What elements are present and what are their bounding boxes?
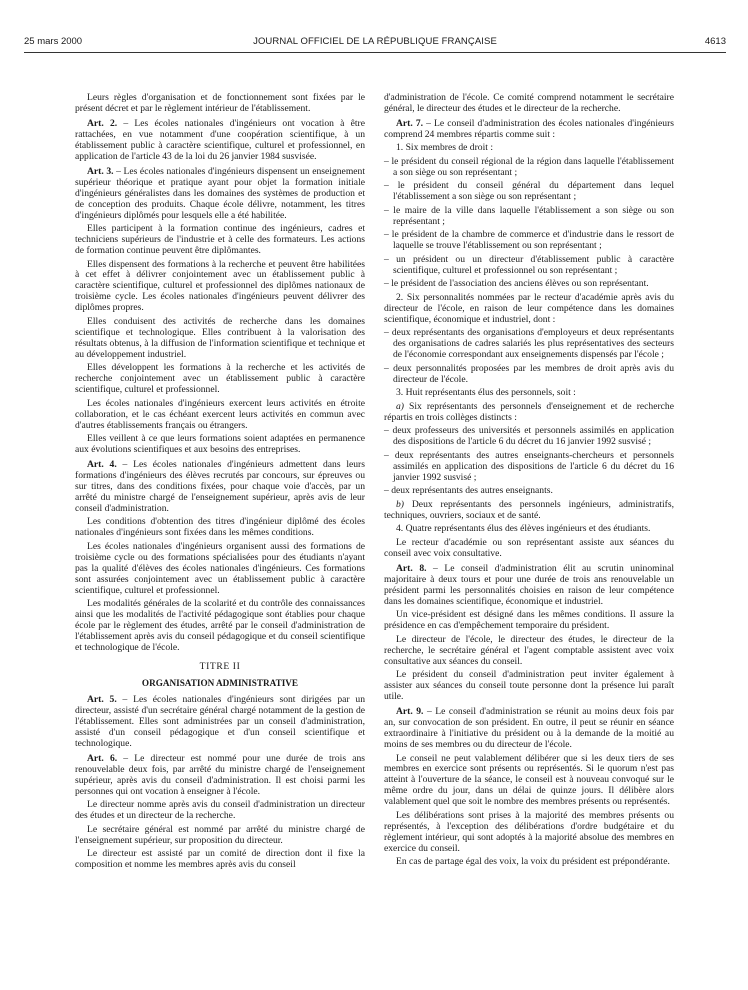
list-heading: 4. Quatre représentants élus des élèves ingénieurs et des étudiants. bbox=[396, 523, 651, 535]
paragraph: En cas de partage égal des voix, la voix du président est prépondérante. bbox=[396, 856, 670, 868]
paragraph: Les délibérations sont prises à la majorité des membres présents ou représentés, à l'exception des délibérations d'ordre budgétaire et du règlement intérieur, qui sont adoptés à la majorité absolue des membres en exercice du conseil. bbox=[384, 809, 674, 854]
article-2 bbox=[75, 119, 365, 163]
paragraph: Leurs règles d'organisation et de fonctionnement sont fixées par le présent décret et par le règlement intérieur de l'établissement. bbox=[75, 92, 365, 114]
paragraph: Les conditions d'obtention des titres d'ingénieur diplômé des écoles nationales d'ingénieurs sont fixées dans les mêmes conditions. bbox=[75, 516, 365, 539]
article-label: Art. 8. bbox=[396, 562, 427, 574]
list-item: – le président du conseil général du département dans lequel l'établissement a son siège ou son représentant ; bbox=[384, 180, 674, 203]
paragraph: Les écoles nationales d'ingénieurs organisent aussi des formations de troisième cycle ou des formations spécialisées pour des étudiants n'ayant pas la qualité d'élèves des écoles nationales d'ingénieurs. Ces formations sont assurées conjointement avec un établissement public à caractère scientifique, culturel et professionnel. bbox=[75, 540, 365, 596]
issue-date: 25 mars 2000 bbox=[24, 36, 83, 47]
article-8 bbox=[384, 564, 674, 608]
list-item: – deux représentants des autres enseignants. bbox=[384, 485, 553, 497]
paragraph: d'administration de l'école. Ce comité comprend notamment le secrétaire général, le directeur des études et le directeur de la recherche. bbox=[384, 92, 674, 114]
list-heading: 2. Six personnalités nommées par le recteur d'académie après avis du directeur de l'école, en raison de leur compétence dans les domaines scientifique, économique et industriel, dont : bbox=[384, 292, 674, 325]
sublist-heading-b bbox=[384, 500, 674, 522]
list-item: – deux représentants des organisations d'employeurs et deux représentants des organisations de cadres salariés les plus représentatives des secteurs de l'économie correspondant aux enseignements dispensés par l'école ; bbox=[384, 327, 674, 361]
article-4 bbox=[75, 460, 365, 515]
list-item: – le président de l'association des anciens élèves ou son représentant. bbox=[384, 278, 649, 290]
journal-title: JOURNAL OFFICIEL DE LA RÉPUBLIQUE FRANÇAISE bbox=[253, 36, 497, 47]
article-label: Art. 4. bbox=[87, 459, 117, 471]
paragraph: Le recteur d'académie ou son représentant assiste aux séances du conseil avec voix consultative. bbox=[384, 537, 674, 559]
list-marker: a) bbox=[396, 400, 404, 412]
sublist-heading-a bbox=[384, 402, 674, 424]
article-text: – Les écoles nationales d'ingénieurs admettent dans leurs formations d'ingénieurs des élèves recrutés par concours, sur épreuves ou sur titres, dans des conditions fixées, pour chaque voie d'accès, par un arrêté du ministre chargé de l'enseignement supérieur, après avis de leur conseil d'administration. bbox=[75, 459, 365, 514]
list-item: – le président de la chambre de commerce et d'industrie dans le ressort de laquelle se trouve l'établissement ou son représentant ; bbox=[384, 229, 674, 252]
article-7 bbox=[384, 119, 674, 141]
paragraph: Elles développent les formations à la recherche et les activités de recherche conjointement avec un établissement public à caractère scientifique, culturel et professionnel. bbox=[75, 362, 365, 396]
list-item: – un président ou un directeur d'établissement public à caractère scientifique, culturel et professionnel ou son représentant ; bbox=[384, 253, 674, 276]
article-text: – Le directeur est nommé pour une durée de trois ans renouvelable deux fois, par arrêté du ministre chargé de l'enseignement supérieur, après avis du conseil d'administration. Il est choisi parmi les personnes qui ont vocation à enseigner à l'école. bbox=[75, 752, 365, 797]
paragraph: Le secrétaire général est nommé par arrêté du ministre chargé de l'enseignement supérieur, sur proposition du directeur. bbox=[75, 823, 365, 846]
section-title: TITRE II bbox=[199, 661, 241, 673]
paragraph: Le directeur de l'école, le directeur des études, le directeur de la recherche, le secrétaire général et l'agent comptable assistent avec voix consultative aux séances du conseil. bbox=[384, 633, 674, 667]
article-text: – Le conseil d'administration élit au scrutin uninominal majoritaire à deux tours et pour une durée de trois ans renouvelable un président parmi les personnalités choisies en raison de leur compétence dans les domaines scientifique, économique et industriel. bbox=[384, 562, 674, 607]
article-label: Art. 9. bbox=[396, 706, 424, 718]
article-5 bbox=[75, 695, 365, 750]
article-text: – Le conseil d'administration des écoles nationales d'ingénieurs comprend 24 membres répartis comme suit : bbox=[384, 117, 675, 140]
article-label: Art. 7. bbox=[396, 117, 424, 129]
paragraph: Elles dispensent des formations à la recherche et peuvent être habilitées à cet effet à délivrer conjointement avec un établissement public à caractère scientifique, culturel et professionnel des diplômes nationaux de troisième cycle. Les écoles nationales d'ingénieurs peuvent délivrer des diplômes propres. bbox=[75, 258, 365, 314]
paragraph: Le directeur est assisté par un comité de direction dont il fixe la composition et nomme les membres après avis du conseil bbox=[75, 848, 365, 871]
paragraph: Un vice-président est désigné dans les mêmes conditions. Il assure la présidence en cas d'empêchement temporaire du président. bbox=[384, 609, 674, 632]
article-9 bbox=[384, 707, 674, 751]
article-text: – Les écoles nationales d'ingénieurs sont dirigées par un directeur, assisté d'un secrétaire général chargé notamment de la gestion de l'établissement. Elles sont administrées par un conseil d'administration, assisté d'un conseil pédagogique et d'un conseil scientifique et technologique. bbox=[75, 694, 366, 749]
paragraph: Les modalités générales de la scolarité et du contrôle des connaissances ainsi que les modalités de l'activité pédagogique sont établies pour chaque école par le règlement des études, arrêté par le conseil d'administration de l'établissement après avis du conseil pédagogique et du conseil scientifique et technologique de l'école. bbox=[75, 598, 365, 654]
paragraph: Les écoles nationales d'ingénieurs exercent leurs activités en étroite collaboration, et le cas échéant exercent leurs activités en commun avec d'autres établissements français ou étrangers. bbox=[75, 397, 365, 431]
page-number: 4613 bbox=[704, 36, 726, 47]
list-item: – le président du conseil régional de la région dans laquelle l'établissement a son siège ou son représentant ; bbox=[384, 155, 674, 178]
list-item: – deux personnalités proposées par les membres de droit après avis du directeur de l'école. bbox=[384, 362, 674, 385]
article-label: Art. 2. bbox=[87, 117, 118, 129]
list-heading: 1. Six membres de droit : bbox=[396, 142, 493, 154]
list-heading: 3. Huit représentants élus des personnels, soit : bbox=[396, 387, 576, 399]
paragraph: Le conseil ne peut valablement délibérer que si les deux tiers de ses membres en exercice sont présents ou représentés. Si le quorum n'est pas atteint à l'ouverture de la séance, le conseil est à nouveau convoqué sur le même ordre du jour, dans un délai de quinze jours. Il délibère alors valablement quel que soit le nombre des membres présents ou représentés. bbox=[384, 752, 674, 808]
right-column bbox=[384, 93, 674, 871]
header-rule bbox=[24, 52, 726, 53]
page-header bbox=[24, 36, 726, 52]
list-item: – deux professeurs des universités et personnels assimilés en application des dispositions de l'article 6 du décret du 16 janvier 1992 susvisé ; bbox=[384, 425, 674, 448]
article-6 bbox=[75, 754, 365, 798]
list-item: – deux représentants des autres enseignants-chercheurs et personnels assimilés en application des dispositions de l'article 6 du décret du 16 janvier 1992 susvisé ; bbox=[384, 449, 674, 483]
paragraph: Elles participent à la formation continue des ingénieurs, cadres et techniciens supérieurs de l'industrie et à celle des formateurs. Les actions de formation continue peuvent être diplômantes. bbox=[75, 223, 365, 256]
sublist-text: Deux représentants des personnels ingénieurs, administratifs, techniques, ouvriers, sociaux et de santé. bbox=[384, 498, 674, 521]
paragraph: Elles conduisent des activités de recherche dans les domaines scientifique et technologique. Elles contribuent à la valorisation des résultats obtenus, à la diffusion de l'information scientifique et technique et au développement industriel. bbox=[75, 315, 365, 360]
list-item: – le maire de la ville dans laquelle l'établissement a son siège ou son représentant ; bbox=[384, 204, 674, 227]
paragraph: Le directeur nomme après avis du conseil d'administration un directeur des études et un directeur de la recherche. bbox=[75, 799, 365, 822]
paragraph: Elles veillent à ce que leurs formations soient adaptées en permanence aux évolutions scientifiques et aux besoins des entreprises. bbox=[75, 433, 365, 456]
list-marker: b) bbox=[396, 498, 404, 510]
sublist-text: Six représentants des personnels d'enseignement et de recherche répartis en trois collèges distincts : bbox=[384, 400, 674, 423]
article-text: – Le conseil d'administration se réunit au moins deux fois par an, sur convocation de son président. En outre, il peut se réunir en séance extraordinaire à l'initiative du président ou à la demande de la moitié au moins de ses membres ou du directeur de l'école. bbox=[384, 706, 675, 750]
section-subtitle: ORGANISATION ADMINISTRATIVE bbox=[141, 678, 299, 689]
paragraph: Le président du conseil d'administration peut inviter également à assister aux séances du conseil toute personne dont la présence lui paraît utile. bbox=[384, 669, 674, 703]
article-label: Art. 6. bbox=[87, 752, 118, 764]
article-label: Art. 3. bbox=[87, 165, 114, 177]
article-label: Art. 5. bbox=[87, 694, 117, 705]
article-text: – Les écoles nationales d'ingénieurs ont vocation à être rattachées, en vue notamment d'une coopération scientifique, à un établissement public à caractère scientifique, culturel et professionnel, en application de l'article 43 de la loi du 26 janvier 1984 susvisée. bbox=[75, 117, 365, 162]
article-3 bbox=[75, 167, 365, 222]
left-column bbox=[75, 93, 365, 874]
article-text: – Les écoles nationales d'ingénieurs dispensent un enseignement supérieur théorique et pratique ayant pour objet la formation initiale d'ingénieurs généralistes dans les domaines des systèmes de production et de conception des produits. Chaque école délivre, notamment, les titres d'ingénieurs diplômés pour lesquels elle a été habilitée. bbox=[75, 165, 365, 221]
